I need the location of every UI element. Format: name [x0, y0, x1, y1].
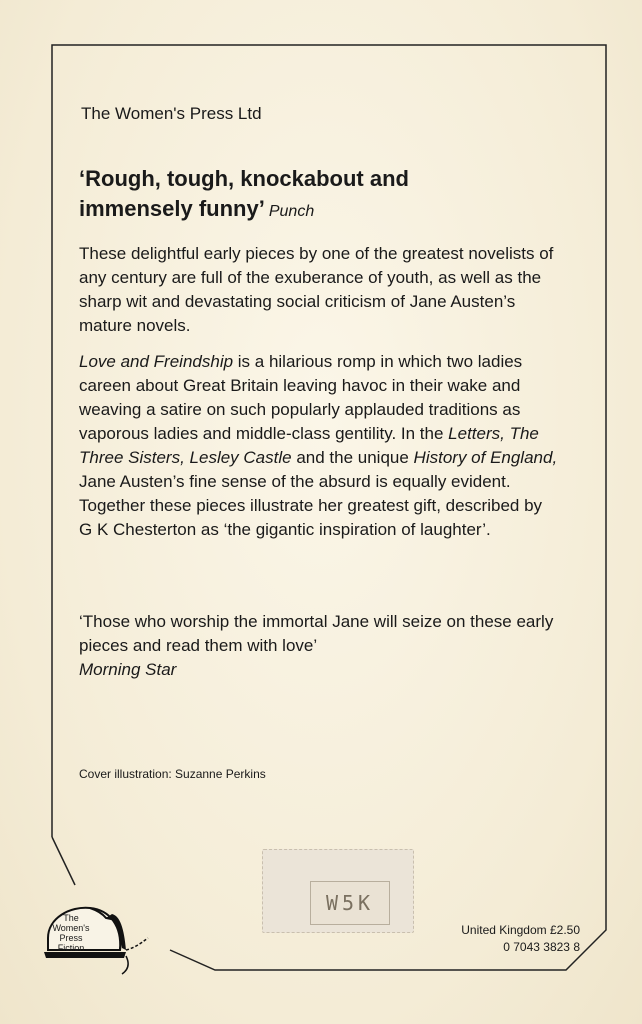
paragraph-2-part-1: is a hilarious romp in which two ladies careen about Great Britain leaving havoc in their wake and weaving a satire on such popularly applauded traditions as vaporous ladies and middle-class gentility. In the: [79, 352, 523, 443]
paragraph-2-part-3: Jane Austen’s fine sense of the absurd is equally evident. Together these pieces illustrate her greatest gift, described by G K Chesterton as ‘the gigantic inspiration of laughter’.: [79, 472, 543, 539]
logo-line-3: Press: [59, 933, 83, 943]
review-quote-headline: [79, 164, 549, 227]
quote-2-text: ‘Those who worship the immortal Jane will seize on these early pieces and read them with love’: [79, 612, 554, 655]
blurb: [79, 242, 559, 554]
paragraph-2-part-2: and the unique: [291, 448, 414, 467]
cover-credit: Cover illustration: Suzanne Perkins: [79, 767, 266, 781]
isbn-text: 0 7043 3823 8: [503, 940, 580, 954]
blurb-paragraph-2: [79, 350, 559, 542]
publisher-name: The Women's Press Ltd: [81, 104, 262, 123]
title-history-of-england: History of England,: [413, 448, 558, 467]
blurb-paragraph-1: These delightful early pieces by one of the greatest novelists of any century are full of the exuberance of youth, as well as the sharp wit and devastating social criticism of Jane Austen’s mature novels.: [79, 244, 554, 335]
price-text: United Kingdom £2.50: [461, 923, 580, 937]
logo-line-4: Fiction: [57, 943, 85, 953]
title-love-and-freindship: Love and Freindship: [79, 352, 234, 371]
headline-line-1: ‘Rough, tough, knockabout and: [79, 166, 409, 191]
review-quote-2: [79, 610, 559, 682]
logo-line-2: Women's: [52, 923, 90, 933]
headline-line-2-text: immensely funny’: [79, 196, 265, 221]
logo-text: [44, 913, 98, 953]
price-block: [461, 922, 580, 956]
sticker-code: W5K: [310, 881, 390, 925]
title-letters-group: Letters, The Three Sisters, Lesley Castle: [79, 424, 539, 467]
quote-2-source: Morning Star: [79, 660, 177, 679]
headline-line-2: [79, 194, 549, 227]
logo-line-1: The: [63, 913, 79, 923]
headline-source: Punch: [268, 203, 315, 220]
